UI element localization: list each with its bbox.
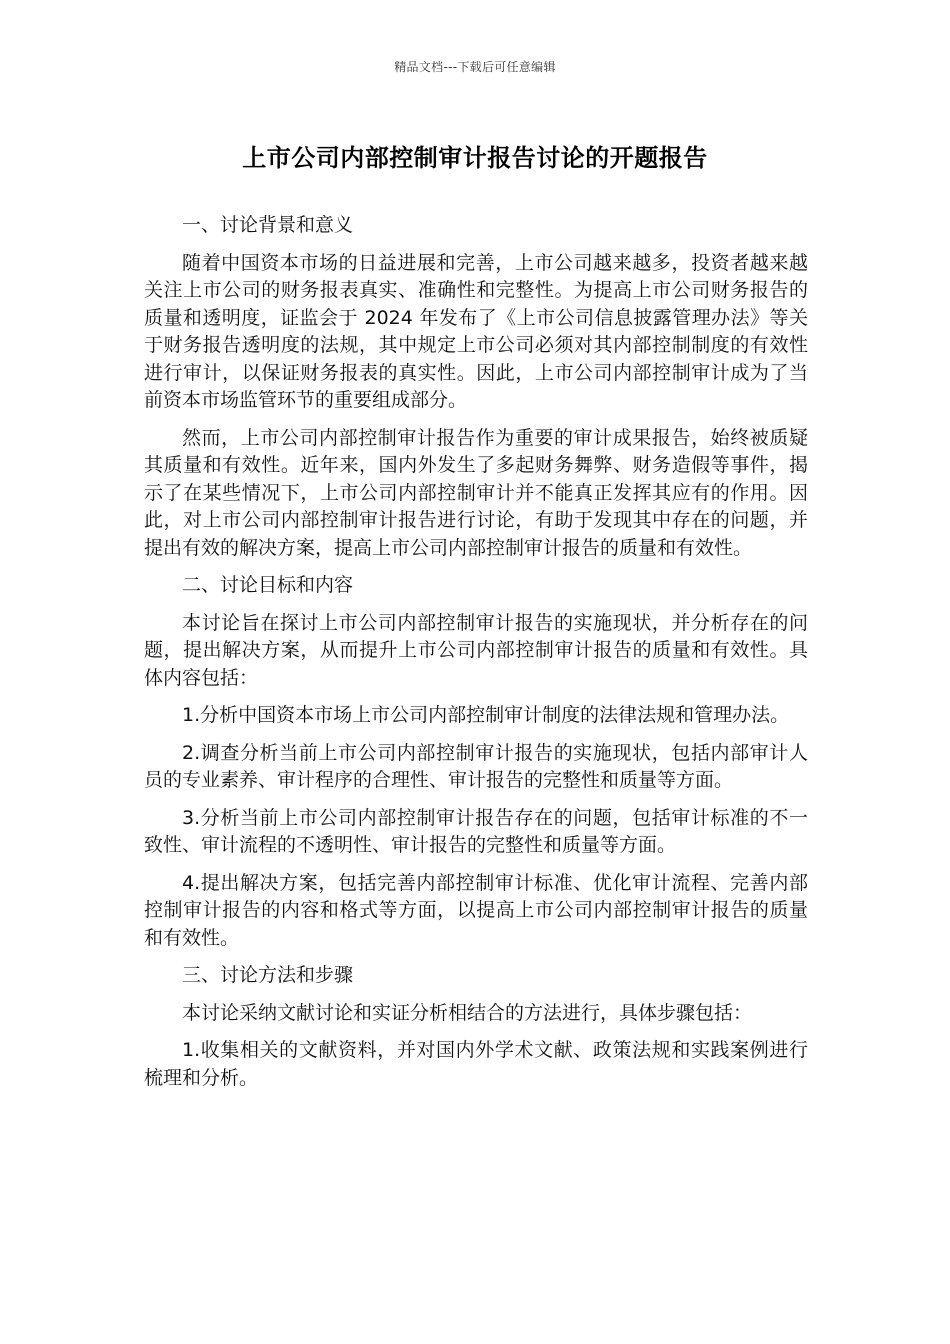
list-item-goal-2: 2.调查分析当前上市公司内部控制审计报告的实施现状，包括内部审计人员的专业素养、审计程序的合理性、审计报告的完整性和质量等方面。	[144, 741, 808, 791]
paragraph-background-1: 随着中国资本市场的日益进展和完善，上市公司越来越多，投资者越来越关注上市公司的财务报表真实、准确性和完整性。为提高上市公司财务报告的质量和透明度，证监会于 2024 年发布了《上市公司信息披露管理办法》等关于财务报告透明度的法规，其中规定上市公司必须对其内部控制制度的有效性进行审计，以保证财务报表的真实性。因此，上市公司内部控制审计成为了当前资本市场监管环节的重要组成部分。	[144, 251, 808, 411]
section-heading-goals: 二、讨论目标和内容	[182, 574, 354, 596]
document-title: 上市公司内部控制审计报告讨论的开题报告	[242, 144, 708, 172]
section-heading-background: 一、讨论背景和意义	[182, 214, 354, 236]
paragraph-methods-intro: 本讨论采纳文献讨论和实证分析相结合的方法进行，具体步骤包括：	[182, 1001, 753, 1024]
list-item-goal-1: 1.分析中国资本市场上市公司内部控制审计制度的法律法规和管理办法。	[182, 704, 790, 726]
page-header: 精品文档---下载后可任意编辑	[394, 60, 556, 74]
list-item-method-1: 1.收集相关的文献资料，并对国内外学术文献、政策法规和实践案例进行梳理和分析。	[144, 1039, 808, 1089]
paragraph-goals-intro: 本讨论旨在探讨上市公司内部控制审计报告的实施现状，并分析存在的问题，提出解决方案，从而提升上市公司内部控制审计报告的质量和有效性。具体内容包括：	[144, 611, 808, 689]
section-heading-methods: 三、讨论方法和步骤	[182, 964, 354, 986]
document-body	[144, 212, 808, 1102]
paragraph-background-2: 然而，上市公司内部控制审计报告作为重要的审计成果报告，始终被质疑其质量和有效性。近年来，国内外发生了多起财务舞弊、财务造假等事件，揭示了在某些情况下，上市公司内部控制审计并不能真正发挥其应有的作用。因此，对上市公司内部控制审计报告进行讨论，有助于发现其中存在的问题，并提出有效的解决方案，提高上市公司内部控制审计报告的质量和有效性。	[144, 426, 808, 559]
list-item-goal-4: 4.提出解决方案，包括完善内部控制审计标准、优化审计流程、完善内部控制审计报告的内容和格式等方面，以提高上市公司内部控制审计报告的质量和有效性。	[144, 871, 808, 949]
list-item-goal-3: 3.分析当前上市公司内部控制审计报告存在的问题，包括审计标准的不一致性、审计流程的不透明性、审计报告的完整性和质量等方面。	[144, 806, 808, 856]
